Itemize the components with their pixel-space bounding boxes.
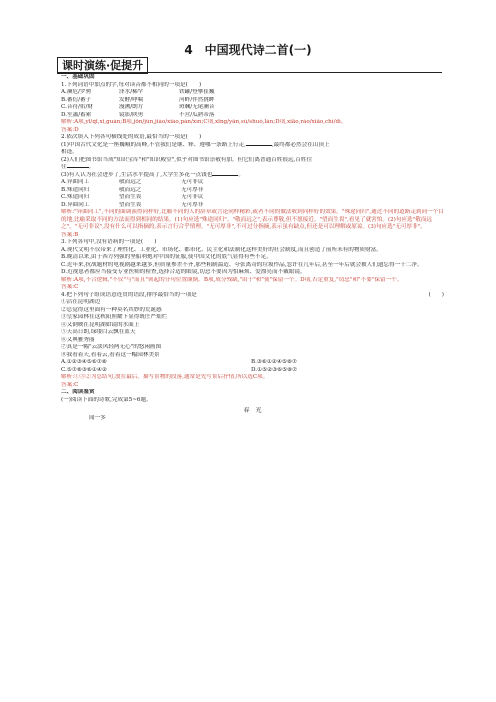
question-4-stem-line [61,292,444,300]
option-cell: 发酵/哮喘 [119,96,144,103]
banner-rule [57,72,442,73]
question-4-item: ⑥又典雅秀丽 [61,336,95,343]
question-1-option-c [61,104,444,112]
question-2-sentence-2-cont: 往 。 [61,164,95,170]
question-4-item: ②总觉得这里面有一种莫名其妙的荒诞感 [61,306,162,313]
poem-title: 春 光 [243,407,262,414]
option-cell: 漫溯/朗方 [119,104,144,110]
question-2-option-a: A.异曲同工 敬而远之 无可非议 [61,179,204,185]
question-2-sentence-1: (1)中国古代文化是一座巍峨的高峰,不管我们是继、释、遵哪一条路上行走, ,最终都必然会在山顶上 [61,141,330,148]
option-cell: D.笙簫/蓄索 [61,111,92,118]
section-heading-basics: 一、基础巩固 [61,74,95,80]
question-2-option-b: B.殊途同归 敬而远之 无可厚非 [61,186,204,193]
question-4-answer: 答案:C [61,381,79,388]
option-cell: 铁罐/登攀崔巍 [179,89,215,95]
question-4-options-cd: C.⑤⑦⑧③⑥①④② D.①⑤②③⑥⑤⑧⑦ [61,366,298,373]
question-2-sentence-1-cont: 相逢。 [61,149,78,155]
question-4-item: ⑧我看着天,看着云,看着这一幅园林美景 [61,351,160,358]
question-3-answer: 答案:C [61,284,79,290]
question-3-option-a: A.现代文明不仅带来了理性化、工业化、市场化、都市化、民主化和法制化这样美好的社会制度,而且创造了前所未有的物质财富。 [61,246,382,253]
question-2-sentence-2: (2)人们把图书馆当成"知识宝库"和"知识殿堂",似乎对图书馆崇敬有加。但它们离普通百姓很远,百姓往 [61,156,313,163]
question-3-option-b: B.晚清以来,由于西方列强的坚船利炮对中国的征服,使中国文化的底气显得有些不足。 [61,254,272,260]
option-cell: 河畔/伴然挑衅 [179,96,215,103]
question-4-paren: ( ) [428,291,444,298]
question-1-explanation: 解析:A项,yī/qī,xǐ,guàn;B项,jǒn/jùn,jiào/xiào,pàn/xìn;C项,xīng/yǎn,sù/shuò,lán;D项,xiāo,ráo/xiǎo,chì/dì。 [61,119,347,125]
question-4-item: ③皇家园林在这秋阳照耀下显得既庄严灿烂 [61,314,168,320]
question-4-explanation: 解析:①③②为总结句,放在最后。描写景物的段落,通常是先写景后抒情,所以选C项。 [61,374,269,380]
question-2-option-d: D.异曲同工 望而生畏 无可厚非 [61,201,204,208]
option-cell: 不营/瓜熟蒂落 [179,111,215,118]
question-4-item: ④又倒映在昆明湖如镜的水面上 [61,321,140,328]
question-2-answer: 答案:B [61,231,79,238]
question-1-answer: 答案:D [61,126,79,133]
option-cell: 斑斓/无尾澜音 [179,104,215,110]
question-2-sentence-3: (3)有人认为社会进步了,生活水平提高了,大学生多花一点钱也 。 [61,171,244,178]
question-3-stem: 3.下列各句中,没有语病的一项是( ) [61,239,157,245]
question-2-stem: 2.依次填入下列各句横线处的成语,最恰当的一项是( ) [61,134,202,140]
poem-author: 闻一多 [89,414,106,421]
option-cell: 泽水/稀罕 [119,89,144,95]
question-4-options-ab: A.①②③④⑤⑥⑦⑧ B.③⑥①②④⑤⑧⑦ [61,359,298,365]
question-4-item: ①沾在昆明湖边 [61,299,101,305]
section-banner: 课时演练·促提升 [57,57,148,74]
question-3-option-c: C.近年来,抗战题材的电视剧越来越多,但质量参差不齐,那些粗制滥造、夸张离奇的垃圾作品,忽许在几年后,甚至一年后就会被人们遗忘得一干二净。 [61,261,423,268]
question-1-option-b [61,97,444,105]
section-heading-reading: 二、阅读鉴赏 [61,389,95,395]
option-cell: C.音符/佑/财 [61,104,94,110]
question-1-option-a [61,89,444,97]
chapter-title: 4 中国现代诗二首(一) [184,43,312,57]
content-body [61,74,444,422]
question-3-option-d: D.近视患者都应当接受专业医师的检查,选择合适的眼镜,切忌不要因为怕麻烦、爱漂亮而不戴眼镜。 [61,269,306,275]
question-3-explanation: 解析:A项,不合逻辑,"不仅"与"而且"领起的分句位置颠倒。B项,成分残缺,"由于"和"使"保留一个。D项,否定重复,"切忌"和"不要"保留一个。 [61,276,403,283]
question-4-stem: 4.把下列句子组成语意连贯的语段,排序最恰当的一项是 [61,291,197,298]
option-cell: 镜影/陕勇 [119,111,144,118]
option-cell: B.蕃衍/蕃子 [61,96,92,103]
question-1-option-d [61,112,444,120]
question-4-item: ⑤天高日朗,绿缕白云飘在蓝天 [61,329,136,335]
question-4-item: ⑦真是一幅"云淡风轻两无心"的悠闲画图 [61,344,162,350]
option-cell: A.濒危/罗骋 [61,89,92,95]
question-1-stem: 1.下列词语中加点的字,每对读音都不相同的一项是( ) [61,81,202,88]
question-2-explanation: 解析:"异曲同工",不同的曲调演得同样好,比喻不同的人的辞章或言论同样精彩,或者不同的做法收到同样好的效果。"殊途同归",通过不同的道路走到同一个目的地,比喻采取不同的方法而得到相同的结果。(1)句应选"殊途同归"。"敬而远之",表示尊敬,但不愿接近。"望而生畏",看见了就害怕。(2)句应选"敬而远之"。"无可非议",没有什么可以指摘的,表示言行合乎情理。"无可厚非",不可过分指摘,表示虽有缺点,但还是可以理解或原谅。(3)句应选"无可厚非"。 [61,209,444,230]
reading-instruction: (一)阅读下面的诗歌,完成第5~6题。 [61,396,152,403]
question-2-option-c: C.殊途同归 望而生畏 无可非议 [61,194,204,200]
